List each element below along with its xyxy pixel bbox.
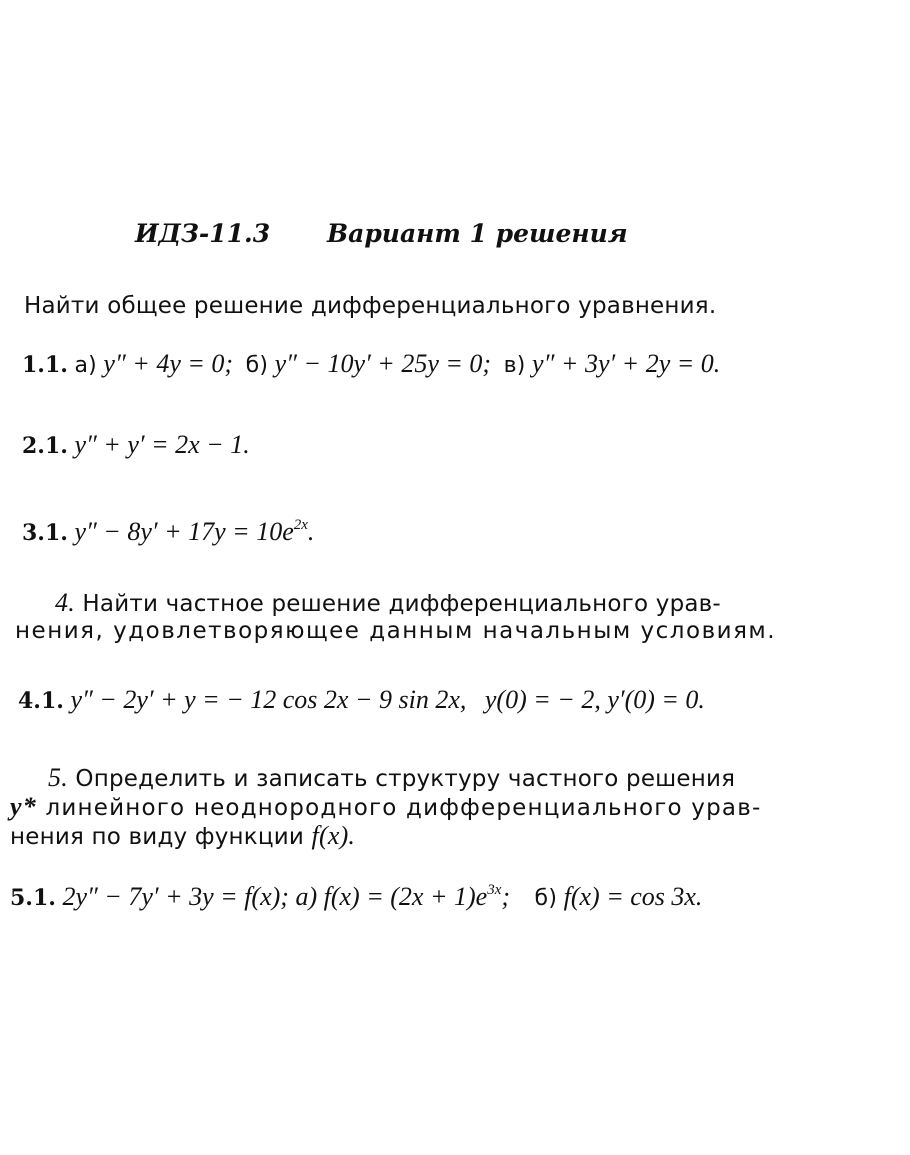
section5-number: 5. — [48, 763, 68, 792]
option-c-equation: y″ + 3y′ + 2y = 0. — [532, 349, 721, 378]
problem-number: 4.1. — [18, 688, 64, 714]
option-a-equation: y″ + 4y = 0; — [103, 349, 234, 378]
section5-text: нения по виду функции — [10, 824, 305, 850]
initial-conditions: y(0) = − 2, y′(0) = 0. — [484, 685, 705, 714]
section4-instruction-line2: нения, удовлетворяющее данным начальным условиям. — [15, 618, 777, 644]
y-star: y* — [10, 792, 37, 821]
section4-text: Найти частное решение дифференциального урав- — [82, 591, 721, 617]
function-f: f(x). — [311, 821, 356, 850]
variant-title: Вариант 1 решения — [327, 219, 628, 248]
section5-text: Определить и записать структуру частного решения — [75, 766, 736, 792]
problem-5-1 — [10, 882, 702, 912]
exponent: 3x — [487, 882, 502, 898]
section1-instruction: Найти общее решение дифференциального уравнения. — [24, 293, 717, 319]
equation-tail: ; — [501, 882, 511, 911]
option-c-label: в) — [503, 353, 526, 378]
option-a-label: а) — [74, 353, 97, 378]
option-b-equation: f(x) = cos 3x. — [563, 882, 703, 911]
option-a-label: а) — [295, 882, 318, 911]
problem-number: 3.1. — [22, 520, 68, 546]
exponent: 2x — [293, 517, 308, 533]
problem-2-1 — [22, 430, 250, 460]
problem-equation: y″ + y′ = 2x − 1. — [74, 430, 250, 459]
problem-equation: y″ − 2y′ + y = − 12 cos 2x − 9 sin 2x, — [70, 685, 467, 714]
problem-number: 1.1. — [22, 352, 68, 378]
option-b-equation: y″ − 10y′ + 25y = 0; — [274, 349, 492, 378]
section5-instruction-line2 — [10, 792, 761, 822]
section4-instruction-line1 — [55, 588, 721, 618]
problem-equation: y″ − 8y′ + 17y = 10e — [74, 517, 294, 546]
option-b-label: б) — [245, 353, 269, 378]
equation-tail: . — [307, 517, 315, 546]
section5-instruction-line1 — [48, 763, 735, 793]
problem-4-1 — [18, 685, 705, 715]
section5-instruction-line3 — [10, 821, 355, 851]
problem-1-1 — [22, 349, 720, 379]
option-b-label: б) — [534, 886, 558, 911]
problem-number: 2.1. — [22, 433, 68, 459]
assignment-id: ИДЗ-11.3 — [135, 219, 271, 248]
section5-text: линейного неоднородного дифференциального урав- — [45, 795, 762, 821]
problem-equation: 2y″ − 7y′ + 3y = f(x); — [62, 882, 289, 911]
section4-number: 4. — [55, 588, 75, 617]
problem-number: 5.1. — [10, 885, 56, 911]
problem-3-1 — [22, 517, 314, 547]
option-a-equation: f(x) = (2x + 1)e — [323, 882, 488, 911]
